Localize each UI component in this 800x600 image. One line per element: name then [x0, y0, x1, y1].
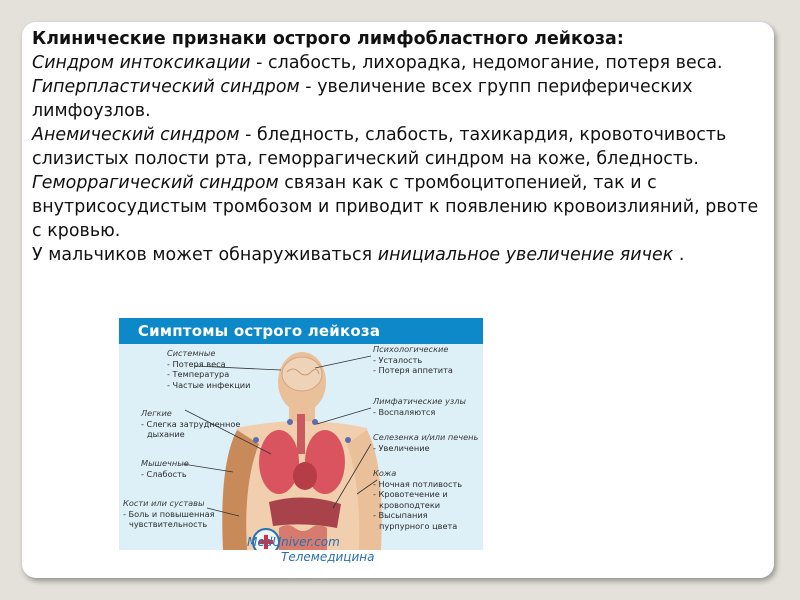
group-item: - Воспаляются	[373, 406, 436, 417]
lymph-node-4	[253, 437, 259, 443]
term-hemorrhagic: Геморрагический синдром	[32, 173, 279, 193]
term-intoxication: Синдром интоксикации	[32, 53, 251, 73]
term-anemic: Анемический синдром	[32, 125, 240, 145]
trachea-shape	[297, 414, 305, 454]
group-spleen-liver	[373, 432, 481, 453]
group-item: - Усталость	[373, 354, 423, 365]
group-item: - Боль и повышенная	[123, 508, 215, 519]
group-heading: Кости или суставы	[123, 498, 205, 508]
group-item: кровоподтеки	[379, 499, 441, 510]
slide-text	[32, 27, 772, 267]
leukemia-symptoms-figure	[119, 318, 483, 564]
group-item: - Ночная потливость	[373, 478, 463, 489]
group-item: - Частые инфекции	[167, 379, 251, 390]
term-testicles: инициальное увеличение яичек	[377, 245, 674, 265]
group-systemic	[167, 348, 277, 390]
group-lungs	[141, 408, 251, 440]
figure-title: Симптомы острого лейкоза	[137, 322, 381, 340]
group-item: дыхание	[147, 429, 185, 439]
paragraph-boys	[32, 243, 772, 267]
group-item: - Увеличение	[373, 442, 430, 453]
group-item: - Слегка затрудненное	[141, 418, 241, 429]
group-muscles	[141, 458, 231, 479]
group-item: - Потеря веса	[167, 358, 226, 369]
paragraph-hyperplastic	[32, 75, 772, 123]
text-boys-end: .	[673, 245, 685, 265]
paragraph-anemic	[32, 123, 772, 171]
group-item: пурпурного цвета	[379, 520, 458, 531]
lymph-node-1	[287, 419, 293, 425]
group-heading: Системные	[167, 348, 216, 358]
group-heading: Психологические	[373, 344, 449, 354]
group-heading: Лимфатические узлы	[373, 396, 466, 406]
group-item: - Температура	[167, 369, 230, 379]
liver-shape	[269, 497, 341, 528]
group-item: - Потеря аппетита	[373, 365, 453, 375]
text-hyperplastic: - увеличение всех групп периферических лимфоузлов.	[32, 77, 693, 121]
watermark-site: MedUniver.com	[247, 535, 340, 549]
group-bones	[123, 498, 233, 530]
group-heading: Селезенка и/или печень	[373, 432, 479, 442]
paragraph-intoxication	[32, 51, 772, 75]
leader-lymph	[317, 408, 371, 424]
figure-header	[119, 318, 483, 344]
lung-left-shape	[259, 430, 299, 494]
group-heading: Кожа	[373, 468, 397, 478]
watermark-telemedicine: Телемедицина	[281, 550, 375, 564]
group-heading: Легкие	[141, 408, 172, 418]
group-item: - Кровотечение и	[373, 489, 448, 499]
text-hemorrhagic: связан как с тромбоцитопенией, так и с внутрисосудистым тромбозом и приводит к появлению кровоизлияний, рвоте с кровью.	[32, 173, 759, 241]
group-heading: Мышечные	[141, 458, 189, 468]
group-item: - Слабость	[141, 468, 187, 479]
slide-title: Клинические признаки острого лимфобластного лейкоза:	[32, 29, 624, 49]
figure-body	[119, 344, 483, 550]
group-skin	[373, 468, 481, 531]
text-anemic: - бледность, слабость, тахикардия, кровоточивость слизистых полости рта, геморрагический синдром на коже, бледность.	[32, 125, 727, 169]
text-boys-start: У мальчиков может обнаруживаться	[32, 245, 378, 265]
group-item: чувствительность	[129, 519, 208, 529]
paragraph-hemorrhagic	[32, 171, 772, 243]
lymph-node-3	[345, 437, 351, 443]
slide	[22, 22, 774, 578]
leader-psychological	[315, 356, 371, 368]
term-hyperplastic: Гиперпластический синдром	[32, 77, 300, 97]
text-intoxication: - слабость, лихорадка, недомогание, потеря веса.	[250, 53, 723, 73]
heart-shape	[293, 462, 317, 490]
group-lymph-nodes	[373, 396, 481, 417]
group-psychological	[373, 344, 481, 376]
group-item: - Высыпания	[373, 510, 428, 520]
